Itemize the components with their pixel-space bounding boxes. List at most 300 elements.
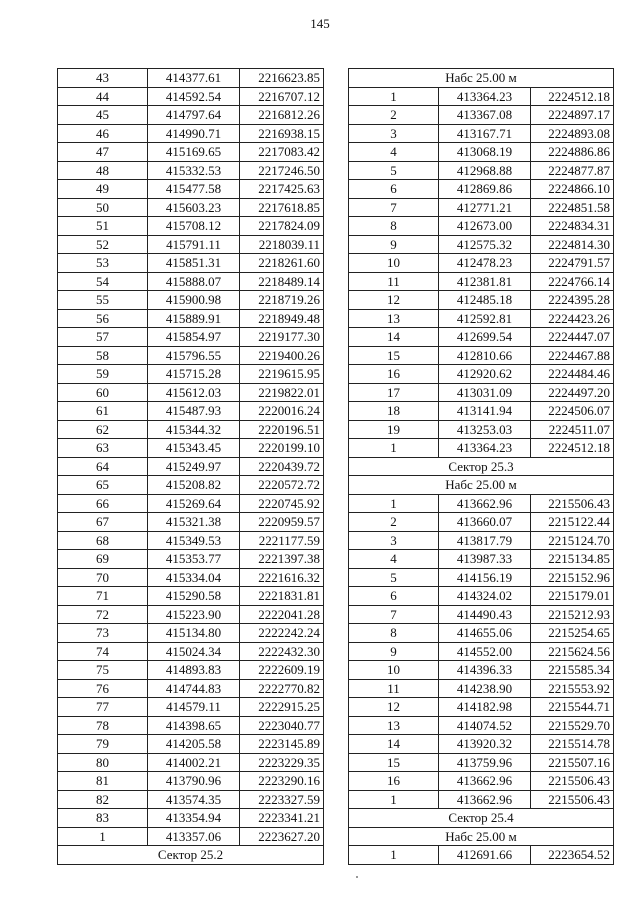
y-coordinate-cell: 2224511.07 — [531, 420, 614, 439]
point-number-cell: 61 — [58, 402, 148, 421]
coordinate-row — [349, 254, 614, 273]
y-coordinate-cell: 2224506.07 — [531, 402, 614, 421]
point-number-cell: 10 — [349, 254, 439, 273]
section-header-row — [58, 846, 324, 865]
point-number-cell: 6 — [349, 587, 439, 606]
coordinate-row — [349, 439, 614, 458]
page-number: 145 — [310, 16, 330, 31]
coordinate-row — [58, 87, 324, 106]
coordinate-row — [349, 124, 614, 143]
x-coordinate-cell: 412381.81 — [439, 272, 531, 291]
point-number-cell: 17 — [349, 383, 439, 402]
x-coordinate-cell: 415715.28 — [148, 365, 240, 384]
section-label: Набс 25.00 м — [349, 476, 614, 495]
point-number-cell: 48 — [58, 161, 148, 180]
y-coordinate-cell: 2215585.34 — [531, 661, 614, 680]
x-coordinate-cell: 415334.04 — [148, 568, 240, 587]
y-coordinate-cell: 2221831.81 — [240, 587, 324, 606]
x-coordinate-cell: 415169.65 — [148, 143, 240, 162]
coordinate-row — [58, 568, 324, 587]
point-number-cell: 3 — [349, 124, 439, 143]
y-coordinate-cell: 2215529.70 — [531, 716, 614, 735]
x-coordinate-cell: 413662.96 — [439, 494, 531, 513]
point-number-cell: 69 — [58, 550, 148, 569]
point-number-cell: 73 — [58, 624, 148, 643]
x-coordinate-cell: 412771.21 — [439, 198, 531, 217]
y-coordinate-cell: 2222915.25 — [240, 698, 324, 717]
coordinate-row — [349, 716, 614, 735]
y-coordinate-cell: 2215506.43 — [531, 790, 614, 809]
coordinate-row — [349, 605, 614, 624]
coordinate-row — [58, 494, 324, 513]
section-header-row — [349, 69, 614, 88]
coordinate-row — [58, 735, 324, 754]
y-coordinate-cell: 2219400.26 — [240, 346, 324, 365]
x-coordinate-cell: 412691.66 — [439, 846, 531, 865]
point-number-cell: 43 — [58, 69, 148, 88]
coordinate-row — [349, 87, 614, 106]
y-coordinate-cell: 2223290.16 — [240, 772, 324, 791]
x-coordinate-cell: 415344.32 — [148, 420, 240, 439]
coordinate-row — [58, 642, 324, 661]
point-number-cell: 12 — [349, 291, 439, 310]
x-coordinate-cell: 413920.32 — [439, 735, 531, 754]
x-coordinate-cell: 412592.81 — [439, 309, 531, 328]
y-coordinate-cell: 2221397.38 — [240, 550, 324, 569]
y-coordinate-cell: 2224766.14 — [531, 272, 614, 291]
coordinate-row — [58, 513, 324, 532]
x-coordinate-cell: 415349.53 — [148, 531, 240, 550]
coordinate-row — [58, 309, 324, 328]
coordinate-row — [58, 661, 324, 680]
y-coordinate-cell: 2217425.63 — [240, 180, 324, 199]
point-number-cell: 6 — [349, 180, 439, 199]
point-number-cell: 50 — [58, 198, 148, 217]
point-number-cell: 79 — [58, 735, 148, 754]
point-number-cell: 71 — [58, 587, 148, 606]
point-number-cell: 75 — [58, 661, 148, 680]
y-coordinate-cell: 2215152.96 — [531, 568, 614, 587]
coordinate-row — [349, 679, 614, 698]
point-number-cell: 4 — [349, 143, 439, 162]
point-number-cell: 64 — [58, 457, 148, 476]
point-number-cell: 4 — [349, 550, 439, 569]
y-coordinate-cell: 2218489.14 — [240, 272, 324, 291]
x-coordinate-cell: 414002.21 — [148, 753, 240, 772]
coordinate-row — [58, 291, 324, 310]
x-coordinate-cell: 412810.66 — [439, 346, 531, 365]
point-number-cell: 80 — [58, 753, 148, 772]
x-coordinate-cell: 413068.19 — [439, 143, 531, 162]
coordinate-row — [349, 328, 614, 347]
coordinate-row — [58, 827, 324, 846]
point-number-cell: 1 — [349, 494, 439, 513]
coordinates-table-right — [348, 68, 614, 865]
x-coordinate-cell: 414744.83 — [148, 679, 240, 698]
x-coordinate-cell: 415889.91 — [148, 309, 240, 328]
x-coordinate-cell: 414990.71 — [148, 124, 240, 143]
coordinate-row — [58, 439, 324, 458]
coordinate-row — [349, 198, 614, 217]
point-number-cell: 47 — [58, 143, 148, 162]
point-number-cell: 11 — [349, 272, 439, 291]
x-coordinate-cell: 415477.58 — [148, 180, 240, 199]
coordinate-row — [58, 753, 324, 772]
section-label: Сектор 25.2 — [58, 846, 324, 865]
x-coordinate-cell: 413574.35 — [148, 790, 240, 809]
x-coordinate-cell: 413662.96 — [439, 772, 531, 791]
coordinate-row — [58, 161, 324, 180]
x-coordinate-cell: 412968.88 — [439, 161, 531, 180]
y-coordinate-cell: 2215124.70 — [531, 531, 614, 550]
y-coordinate-cell: 2223040.77 — [240, 716, 324, 735]
x-coordinate-cell: 413367.08 — [439, 106, 531, 125]
coordinate-row — [58, 198, 324, 217]
point-number-cell: 1 — [349, 790, 439, 809]
y-coordinate-cell: 2218039.11 — [240, 235, 324, 254]
coordinate-row — [349, 790, 614, 809]
x-coordinate-cell: 413662.96 — [439, 790, 531, 809]
x-coordinate-cell: 412575.32 — [439, 235, 531, 254]
x-coordinate-cell: 414893.83 — [148, 661, 240, 680]
y-coordinate-cell: 2220572.72 — [240, 476, 324, 495]
point-number-cell: 46 — [58, 124, 148, 143]
point-number-cell: 62 — [58, 420, 148, 439]
section-label: Набс 25.00 м — [349, 827, 614, 846]
y-coordinate-cell: 2224893.08 — [531, 124, 614, 143]
x-coordinate-cell: 415353.77 — [148, 550, 240, 569]
point-number-cell: 70 — [58, 568, 148, 587]
coordinate-row — [349, 106, 614, 125]
y-coordinate-cell: 2224447.07 — [531, 328, 614, 347]
point-number-cell: 16 — [349, 772, 439, 791]
coordinate-row — [58, 328, 324, 347]
coordinates-table-left — [57, 68, 324, 865]
x-coordinate-cell: 415612.03 — [148, 383, 240, 402]
coordinate-row — [349, 309, 614, 328]
point-number-cell: 66 — [58, 494, 148, 513]
point-number-cell: 72 — [58, 605, 148, 624]
x-coordinate-cell: 414205.58 — [148, 735, 240, 754]
point-number-cell: 60 — [58, 383, 148, 402]
x-coordinate-cell: 414490.43 — [439, 605, 531, 624]
section-label: Сектор 25.4 — [349, 809, 614, 828]
point-number-cell: 16 — [349, 365, 439, 384]
x-coordinate-cell: 415223.90 — [148, 605, 240, 624]
section-label: Сектор 25.3 — [349, 457, 614, 476]
coordinate-row — [58, 624, 324, 643]
x-coordinate-cell: 413141.94 — [439, 402, 531, 421]
point-number-cell: 77 — [58, 698, 148, 717]
point-number-cell: 51 — [58, 217, 148, 236]
y-coordinate-cell: 2222770.82 — [240, 679, 324, 698]
y-coordinate-cell: 2224834.31 — [531, 217, 614, 236]
coordinate-row — [58, 550, 324, 569]
coordinate-row — [349, 698, 614, 717]
coordinate-row — [349, 346, 614, 365]
point-number-cell: 10 — [349, 661, 439, 680]
y-coordinate-cell: 2216623.85 — [240, 69, 324, 88]
y-coordinate-cell: 2219822.01 — [240, 383, 324, 402]
coordinate-row — [349, 217, 614, 236]
y-coordinate-cell: 2216812.26 — [240, 106, 324, 125]
x-coordinate-cell: 415290.58 — [148, 587, 240, 606]
point-number-cell: 49 — [58, 180, 148, 199]
coordinate-row — [58, 124, 324, 143]
point-number-cell: 8 — [349, 217, 439, 236]
point-number-cell: 58 — [58, 346, 148, 365]
point-number-cell: 1 — [349, 439, 439, 458]
coordinate-row — [58, 254, 324, 273]
point-number-cell: 7 — [349, 198, 439, 217]
coordinate-row — [349, 772, 614, 791]
point-number-cell: 2 — [349, 513, 439, 532]
x-coordinate-cell: 415134.80 — [148, 624, 240, 643]
y-coordinate-cell: 2215134.85 — [531, 550, 614, 569]
point-number-cell: 83 — [58, 809, 148, 828]
point-number-cell: 63 — [58, 439, 148, 458]
y-coordinate-cell: 2222609.19 — [240, 661, 324, 680]
point-number-cell: 9 — [349, 235, 439, 254]
x-coordinate-cell: 413354.94 — [148, 809, 240, 828]
coordinate-row — [58, 531, 324, 550]
x-coordinate-cell: 413817.79 — [439, 531, 531, 550]
point-number-cell: 3 — [349, 531, 439, 550]
coordinate-row — [349, 365, 614, 384]
coordinate-row — [349, 180, 614, 199]
y-coordinate-cell: 2223229.35 — [240, 753, 324, 772]
point-number-cell: 65 — [58, 476, 148, 495]
coordinate-row — [58, 402, 324, 421]
coordinate-row — [58, 420, 324, 439]
point-number-cell: 19 — [349, 420, 439, 439]
y-coordinate-cell: 2220745.92 — [240, 494, 324, 513]
coordinate-row — [349, 661, 614, 680]
x-coordinate-cell: 415854.97 — [148, 328, 240, 347]
y-coordinate-cell: 2220199.10 — [240, 439, 324, 458]
point-number-cell: 53 — [58, 254, 148, 273]
coordinate-row — [349, 642, 614, 661]
coordinate-row — [349, 420, 614, 439]
x-coordinate-cell: 414655.06 — [439, 624, 531, 643]
coordinate-row — [349, 624, 614, 643]
x-coordinate-cell: 415487.93 — [148, 402, 240, 421]
coordinate-row — [58, 346, 324, 365]
point-number-cell: 2 — [349, 106, 439, 125]
y-coordinate-cell: 2223145.89 — [240, 735, 324, 754]
y-coordinate-cell: 2224897.17 — [531, 106, 614, 125]
point-number-cell: 74 — [58, 642, 148, 661]
y-coordinate-cell: 2215212.93 — [531, 605, 614, 624]
point-number-cell: 13 — [349, 716, 439, 735]
coordinate-row — [58, 106, 324, 125]
coordinate-row — [58, 143, 324, 162]
point-number-cell: 7 — [349, 605, 439, 624]
point-number-cell: 54 — [58, 272, 148, 291]
point-number-cell: 55 — [58, 291, 148, 310]
y-coordinate-cell: 2220016.24 — [240, 402, 324, 421]
y-coordinate-cell: 2224497.20 — [531, 383, 614, 402]
x-coordinate-cell: 412478.23 — [439, 254, 531, 273]
y-coordinate-cell: 2215507.16 — [531, 753, 614, 772]
x-coordinate-cell: 413031.09 — [439, 383, 531, 402]
y-coordinate-cell: 2220196.51 — [240, 420, 324, 439]
y-coordinate-cell: 2216707.12 — [240, 87, 324, 106]
y-coordinate-cell: 2222432.30 — [240, 642, 324, 661]
coordinate-row — [349, 235, 614, 254]
coordinate-row — [58, 587, 324, 606]
point-number-cell: 14 — [349, 328, 439, 347]
y-coordinate-cell: 2224512.18 — [531, 87, 614, 106]
point-number-cell: 45 — [58, 106, 148, 125]
x-coordinate-cell: 414156.19 — [439, 568, 531, 587]
y-coordinate-cell: 2220439.72 — [240, 457, 324, 476]
y-coordinate-cell: 2224886.86 — [531, 143, 614, 162]
x-coordinate-cell: 414797.64 — [148, 106, 240, 125]
y-coordinate-cell: 2217083.42 — [240, 143, 324, 162]
coordinate-row — [349, 550, 614, 569]
y-coordinate-cell: 2219615.95 — [240, 365, 324, 384]
y-coordinate-cell: 2217246.50 — [240, 161, 324, 180]
point-number-cell: 12 — [349, 698, 439, 717]
point-number-cell: 8 — [349, 624, 439, 643]
point-number-cell: 15 — [349, 346, 439, 365]
coordinate-row — [58, 476, 324, 495]
y-coordinate-cell: 2215122.44 — [531, 513, 614, 532]
x-coordinate-cell: 414579.11 — [148, 698, 240, 717]
y-coordinate-cell: 2224814.30 — [531, 235, 614, 254]
y-coordinate-cell: 2223627.20 — [240, 827, 324, 846]
y-coordinate-cell: 2224877.87 — [531, 161, 614, 180]
x-coordinate-cell: 412869.86 — [439, 180, 531, 199]
x-coordinate-cell: 414592.54 — [148, 87, 240, 106]
x-coordinate-cell: 412673.00 — [439, 217, 531, 236]
coordinate-row — [349, 587, 614, 606]
x-coordinate-cell: 414074.52 — [439, 716, 531, 735]
y-coordinate-cell: 2221616.32 — [240, 568, 324, 587]
y-coordinate-cell: 2224851.58 — [531, 198, 614, 217]
y-coordinate-cell: 2218719.26 — [240, 291, 324, 310]
coordinate-row — [349, 513, 614, 532]
x-coordinate-cell: 415024.34 — [148, 642, 240, 661]
coordinate-row — [349, 272, 614, 291]
section-label: Набс 25.00 м — [349, 69, 614, 88]
point-number-cell: 18 — [349, 402, 439, 421]
y-coordinate-cell: 2224512.18 — [531, 439, 614, 458]
x-coordinate-cell: 414377.61 — [148, 69, 240, 88]
coordinate-row — [58, 809, 324, 828]
point-number-cell: 78 — [58, 716, 148, 735]
y-coordinate-cell: 2223327.59 — [240, 790, 324, 809]
x-coordinate-cell: 413759.96 — [439, 753, 531, 772]
x-coordinate-cell: 415343.45 — [148, 439, 240, 458]
coordinate-row — [349, 143, 614, 162]
point-number-cell: 15 — [349, 753, 439, 772]
x-coordinate-cell: 413790.96 — [148, 772, 240, 791]
x-coordinate-cell: 413167.71 — [439, 124, 531, 143]
point-number-cell: 14 — [349, 735, 439, 754]
coordinate-row — [58, 790, 324, 809]
x-coordinate-cell: 415603.23 — [148, 198, 240, 217]
y-coordinate-cell: 2215179.01 — [531, 587, 614, 606]
y-coordinate-cell: 2218949.48 — [240, 309, 324, 328]
y-coordinate-cell: 2218261.60 — [240, 254, 324, 273]
section-header-row — [349, 457, 614, 476]
y-coordinate-cell: 2222242.24 — [240, 624, 324, 643]
coordinate-row — [58, 679, 324, 698]
point-number-cell: 1 — [349, 846, 439, 865]
y-coordinate-cell: 2223341.21 — [240, 809, 324, 828]
point-number-cell: 5 — [349, 161, 439, 180]
y-coordinate-cell: 2221177.59 — [240, 531, 324, 550]
y-coordinate-cell: 2215506.43 — [531, 772, 614, 791]
x-coordinate-cell: 413660.07 — [439, 513, 531, 532]
x-coordinate-cell: 413364.23 — [439, 87, 531, 106]
coordinate-row — [349, 568, 614, 587]
y-coordinate-cell: 2216938.15 — [240, 124, 324, 143]
x-coordinate-cell: 415791.11 — [148, 235, 240, 254]
x-coordinate-cell: 414324.02 — [439, 587, 531, 606]
y-coordinate-cell: 2217618.85 — [240, 198, 324, 217]
point-number-cell: 68 — [58, 531, 148, 550]
coordinate-row — [349, 402, 614, 421]
x-coordinate-cell: 414238.90 — [439, 679, 531, 698]
y-coordinate-cell: 2224866.10 — [531, 180, 614, 199]
coordinate-row — [349, 735, 614, 754]
x-coordinate-cell: 414396.33 — [439, 661, 531, 680]
x-coordinate-cell: 415208.82 — [148, 476, 240, 495]
x-coordinate-cell: 415321.38 — [148, 513, 240, 532]
x-coordinate-cell: 413253.03 — [439, 420, 531, 439]
x-coordinate-cell: 414552.00 — [439, 642, 531, 661]
x-coordinate-cell: 415269.64 — [148, 494, 240, 513]
y-coordinate-cell: 2224423.26 — [531, 309, 614, 328]
y-coordinate-cell: 2215254.65 — [531, 624, 614, 643]
coordinate-row — [349, 383, 614, 402]
y-coordinate-cell: 2220959.57 — [240, 513, 324, 532]
y-coordinate-cell: 2222041.28 — [240, 605, 324, 624]
x-coordinate-cell: 413987.33 — [439, 550, 531, 569]
coordinate-row — [349, 161, 614, 180]
y-coordinate-cell: 2224791.57 — [531, 254, 614, 273]
coordinate-row — [349, 531, 614, 550]
x-coordinate-cell: 415888.07 — [148, 272, 240, 291]
y-coordinate-cell: 2217824.09 — [240, 217, 324, 236]
point-number-cell: 5 — [349, 568, 439, 587]
scan-speck — [356, 876, 358, 878]
coordinate-row — [58, 235, 324, 254]
point-number-cell: 52 — [58, 235, 148, 254]
y-coordinate-cell: 2215624.56 — [531, 642, 614, 661]
x-coordinate-cell: 415796.55 — [148, 346, 240, 365]
y-coordinate-cell: 2219177.30 — [240, 328, 324, 347]
x-coordinate-cell: 415851.31 — [148, 254, 240, 273]
x-coordinate-cell: 414398.65 — [148, 716, 240, 735]
y-coordinate-cell: 2224484.46 — [531, 365, 614, 384]
coordinate-row — [349, 753, 614, 772]
y-coordinate-cell: 2224467.88 — [531, 346, 614, 365]
point-number-cell: 13 — [349, 309, 439, 328]
x-coordinate-cell: 414182.98 — [439, 698, 531, 717]
section-header-row — [349, 827, 614, 846]
point-number-cell: 81 — [58, 772, 148, 791]
point-number-cell: 67 — [58, 513, 148, 532]
coordinate-row — [58, 180, 324, 199]
point-number-cell: 82 — [58, 790, 148, 809]
point-number-cell: 59 — [58, 365, 148, 384]
y-coordinate-cell: 2215553.92 — [531, 679, 614, 698]
coordinate-row — [58, 69, 324, 88]
